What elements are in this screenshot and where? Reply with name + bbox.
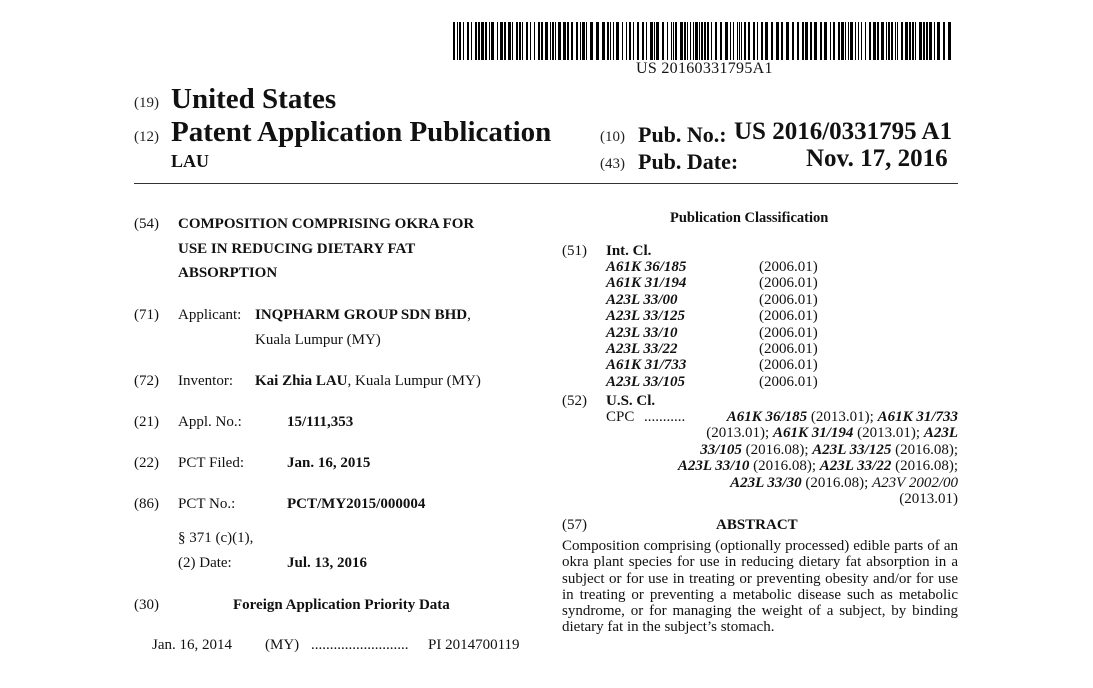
barcode-bar (693, 22, 694, 60)
pct-no-value: PCT/MY2015/000004 (287, 496, 426, 512)
barcode-bar (508, 22, 511, 60)
barcode-bar (538, 22, 540, 60)
applicant-line (255, 307, 471, 324)
priority-dots: .......................... (311, 637, 409, 653)
cpc-class-version: (2013.01) (899, 491, 958, 507)
barcode-bar (580, 22, 581, 60)
barcode-number: US 20160331795A1 (636, 60, 773, 77)
abstract-text: Composition comprising (optionally processed) edible parts of an okra plant species for use in reducing dietary fat absorption in a subject or for use in treating or preventing obesity and/or for use in treating or preventing a metabolic disease such as metabolic syndrome, or for managing the weight of a subject, by binding dietary fat in the subject’s stomach. (562, 538, 958, 636)
appl-no-value: 15/111,353 (287, 414, 354, 430)
barcode-bar (858, 22, 859, 60)
inventor-location: , Kuala Lumpur (MY) (347, 373, 481, 389)
int-class-row (606, 357, 836, 373)
barcode-bar (937, 22, 940, 60)
barcode-bar (481, 22, 484, 60)
section-371-label: § 371 (c)(1), (178, 530, 254, 546)
int-class-code: A23L 33/125 (606, 308, 686, 325)
int-class-row (606, 374, 836, 390)
barcode-bar (453, 22, 455, 60)
barcode-bar (457, 22, 458, 60)
barcode-bar (485, 22, 487, 60)
barcode-bar (753, 22, 755, 60)
barcode-bar (463, 22, 464, 60)
inventor-short-name: LAU (171, 151, 210, 171)
barcode-bar (607, 22, 609, 60)
int-class-code: A23L 33/10 (606, 324, 678, 341)
pub-date-label: Pub. Date: (638, 149, 739, 174)
barcode-bar (673, 22, 674, 60)
barcode-bar (671, 22, 672, 60)
barcode-bar (695, 22, 698, 60)
int-cl-label: Int. Cl. (606, 243, 652, 259)
pct-no-label: PCT No.: (178, 496, 236, 512)
applicant-location: Kuala Lumpur (MY) (255, 332, 381, 348)
int-class-code: A23L 33/105 (606, 373, 686, 390)
barcode-bar (897, 22, 898, 60)
barcode-bar (478, 22, 480, 60)
cpc-line (700, 442, 958, 459)
barcode-bar (704, 22, 706, 60)
int-class-code: A23L 33/00 (606, 291, 678, 308)
int-class-version: (2006.01) (759, 308, 818, 325)
barcode-bar (526, 22, 528, 60)
applicant-label: Applicant: (178, 307, 242, 323)
cpc-class-version: (2016.08); (891, 458, 958, 475)
barcode-bar (622, 22, 623, 60)
barcode-bar (654, 22, 655, 60)
barcode-bar (667, 22, 668, 60)
cpc-class-version: (2013.01); (853, 425, 924, 442)
pub-no: US 2016/0331795 A1 (734, 118, 953, 145)
int-class-version: (2006.01) (759, 275, 818, 292)
barcode-bar (530, 22, 531, 60)
applicant-name: INQPHARM GROUP SDN BHD (255, 307, 468, 323)
title-line-1: COMPOSITION COMPRISING OKRA FOR (178, 216, 475, 232)
country: United States (171, 83, 337, 115)
barcode-bar (512, 22, 513, 60)
inventor-line (255, 373, 481, 390)
us-cl-label: U.S. Cl. (606, 393, 656, 409)
barcode-bar (699, 22, 700, 60)
cpc-class-code: A23L 33/30 (730, 474, 802, 491)
cpc-class-code: A23L (923, 425, 958, 442)
cpc-class-code: A23L 33/125 (812, 441, 892, 458)
barcode-bar (656, 22, 659, 60)
barcode-bar (684, 22, 686, 60)
cpc-line (678, 458, 958, 475)
barcode-bar (814, 22, 817, 60)
cpc-class-code: A61K 31/733 (877, 409, 958, 425)
priority-title: Foreign Application Priority Data (233, 597, 450, 613)
barcode-bar (552, 22, 554, 60)
barcode-bar (662, 22, 664, 60)
int-class-code: A61K 36/185 (606, 259, 687, 275)
appl-no-label: Appl. No.: (178, 414, 242, 430)
barcode-bar (845, 22, 846, 60)
code-71: (71) (134, 307, 159, 323)
barcode-bar (701, 22, 703, 60)
barcode-bar (865, 22, 866, 60)
barcode-bar (534, 22, 535, 60)
barcode-bar (926, 22, 928, 60)
code-30: (30) (134, 597, 159, 613)
barcode-bar (786, 22, 789, 60)
barcode-bar (805, 22, 808, 60)
inventor-label: Inventor: (178, 373, 233, 389)
barcode-bar (720, 22, 722, 60)
code-12: (12) (134, 129, 159, 145)
int-class-version: (2006.01) (759, 291, 818, 308)
cpc-line (899, 491, 958, 508)
int-class-version: (2006.01) (759, 324, 818, 341)
barcode-bar (522, 22, 523, 60)
barcode-bar (633, 22, 634, 60)
barcode-bar (637, 22, 639, 60)
barcode-bar (948, 22, 951, 60)
barcode-bar (715, 22, 717, 60)
barcode-bar (919, 22, 922, 60)
barcode-bar (545, 22, 548, 60)
barcode-bar (646, 22, 647, 60)
barcode-bar (675, 22, 677, 60)
barcode-bar (590, 22, 593, 60)
cpc-class-code: A23V 2002/00 (872, 474, 958, 491)
barcode-bar (802, 22, 804, 60)
barcode-bar (491, 22, 494, 60)
code-19: (19) (134, 95, 159, 111)
int-class-code: A61K 31/733 (606, 357, 687, 374)
barcode-bar (861, 22, 862, 60)
barcode-bar (642, 22, 644, 60)
barcode-bar (737, 22, 738, 60)
section-371-date-value: Jul. 13, 2016 (287, 555, 368, 571)
document-type: Patent Application Publication (171, 116, 552, 148)
title-line-3: ABSORPTION (178, 265, 278, 281)
barcode-bar (497, 22, 498, 60)
cpc-label: CPC (606, 409, 635, 425)
barcode-bar (765, 22, 768, 60)
int-class-row (606, 325, 836, 341)
barcode-bar (563, 22, 566, 60)
barcode-bar (467, 22, 469, 60)
barcode-bar (873, 22, 876, 60)
cpc-class-version: (2016.08); (891, 441, 958, 458)
int-class-version: (2006.01) (759, 357, 818, 374)
pct-filed-label: PCT Filed: (178, 455, 244, 471)
barcode-bar (567, 22, 569, 60)
title-line-2: USE IN REDUCING DIETARY FAT (178, 241, 416, 257)
cpc-class-version: (2016.08); (749, 458, 820, 475)
priority-date: Jan. 16, 2014 (152, 637, 232, 653)
cpc-line (730, 475, 958, 492)
barcode-bar (830, 22, 831, 60)
barcode-bar (613, 22, 614, 60)
int-class-row (606, 275, 836, 291)
barcode-bar (739, 22, 740, 60)
barcode-bar (833, 22, 835, 60)
int-class-row (606, 292, 836, 308)
priority-number: PI 2014700119 (428, 637, 520, 653)
barcode-bar (596, 22, 599, 60)
barcode-bar (626, 22, 627, 60)
barcode-bar (576, 22, 578, 60)
barcode-bar (500, 22, 503, 60)
barcode-bar (690, 22, 691, 60)
barcode-bar (877, 22, 879, 60)
barcode-bar (869, 22, 871, 60)
applicant-separator: , (467, 307, 471, 323)
pct-filed-value: Jan. 16, 2015 (287, 455, 371, 471)
barcode-bar (761, 22, 763, 60)
barcode-bar (471, 22, 472, 60)
int-class-row (606, 259, 836, 275)
int-class-version: (2006.01) (759, 373, 818, 390)
pub-date: Nov. 17, 2016 (806, 145, 948, 172)
pub-no-label: Pub. No.: (638, 122, 727, 147)
code-21: (21) (134, 414, 159, 430)
int-class-code: A23L 33/22 (606, 341, 678, 357)
cpc-class-code: A23L 33/10 (677, 458, 750, 475)
barcode-bar (516, 22, 518, 60)
barcode-bar (602, 22, 605, 60)
barcode-bar (792, 22, 794, 60)
barcode-bar (923, 22, 925, 60)
cpc-class-code: A61K 31/194 (772, 425, 854, 442)
code-57: (57) (562, 517, 587, 533)
section-371-date-label: (2) Date: (178, 555, 232, 571)
barcode-bar (929, 22, 932, 60)
barcode-bar (915, 22, 916, 60)
priority-country: (MY) (265, 637, 300, 653)
barcode-bar (820, 22, 822, 60)
code-54: (54) (134, 216, 159, 232)
barcode-bar (616, 22, 619, 60)
code-86: (86) (134, 496, 159, 512)
code-22: (22) (134, 455, 159, 471)
barcode-bar (781, 22, 783, 60)
barcode-bar (629, 22, 631, 60)
barcode-bar (610, 22, 611, 60)
cpc-class-version: (2016.08); (741, 441, 813, 458)
barcode-bar (895, 22, 896, 60)
barcode-bar (519, 22, 521, 60)
barcode-bar (707, 22, 709, 60)
barcode-bar (901, 22, 903, 60)
barcode-bar (824, 22, 827, 60)
barcode-bar (504, 22, 506, 60)
int-class-code: A61K 31/194 (606, 275, 687, 292)
barcode-bar (586, 22, 587, 60)
barcode-bar (838, 22, 840, 60)
code-72: (72) (134, 373, 159, 389)
barcode (453, 22, 956, 60)
code-10: (10) (600, 129, 625, 145)
barcode-bar (475, 22, 477, 60)
header-divider (134, 183, 958, 184)
barcode-bar (891, 22, 893, 60)
barcode-bar (905, 22, 908, 60)
barcode-bar (810, 22, 812, 60)
int-class-row (606, 308, 836, 324)
cpc-class-code: 33/105 (700, 441, 742, 458)
abstract-title: ABSTRACT (716, 517, 798, 533)
barcode-bar (741, 22, 742, 60)
cpc-line (706, 425, 958, 442)
barcode-bar (730, 22, 731, 60)
barcode-bar (733, 22, 734, 60)
cpc-class-code: A61K 36/185 (726, 409, 808, 425)
cpc-class-version: (2013.01); (706, 425, 773, 442)
code-52: (52) (562, 393, 587, 409)
barcode-bar (687, 22, 688, 60)
barcode-bar (558, 22, 561, 60)
barcode-bar (650, 22, 653, 60)
int-class-version: (2006.01) (759, 259, 818, 275)
barcode-bar (582, 22, 585, 60)
code-51: (51) (562, 243, 587, 259)
barcode-bar (725, 22, 728, 60)
barcode-bar (776, 22, 779, 60)
barcode-bar (943, 22, 945, 60)
int-class-version: (2006.01) (759, 341, 818, 357)
barcode-bar (571, 22, 573, 60)
barcode-bar (912, 22, 914, 60)
barcode-bar (711, 22, 712, 60)
barcode-bar (909, 22, 911, 60)
barcode-bar (541, 22, 543, 60)
barcode-bar (489, 22, 490, 60)
barcode-bar (855, 22, 856, 60)
barcode-bar (771, 22, 773, 60)
barcode-bar (934, 22, 935, 60)
barcode-bar (888, 22, 890, 60)
publication-classification-title: Publication Classification (670, 210, 829, 226)
barcode-bar (886, 22, 887, 60)
cpc-class-code: A23L 33/22 (819, 458, 892, 475)
barcode-bar (797, 22, 799, 60)
int-class-row (606, 341, 836, 357)
cpc-class-version: (2013.01); (807, 409, 878, 425)
inventor-name: Kai Zhia LAU (255, 373, 348, 389)
barcode-bar (550, 22, 551, 60)
barcode-bar (748, 22, 750, 60)
barcode-bar (848, 22, 849, 60)
barcode-bar (555, 22, 556, 60)
cpc-dots: ........... (644, 409, 686, 425)
barcode-bar (881, 22, 884, 60)
barcode-bar (744, 22, 746, 60)
code-43: (43) (600, 156, 625, 172)
cpc-line (727, 409, 958, 426)
barcode-bar (680, 22, 683, 60)
barcode-bar (757, 22, 758, 60)
barcode-bar (459, 22, 461, 60)
cpc-class-version: (2016.08); (801, 474, 873, 491)
barcode-bar (841, 22, 844, 60)
barcode-bar (850, 22, 853, 60)
